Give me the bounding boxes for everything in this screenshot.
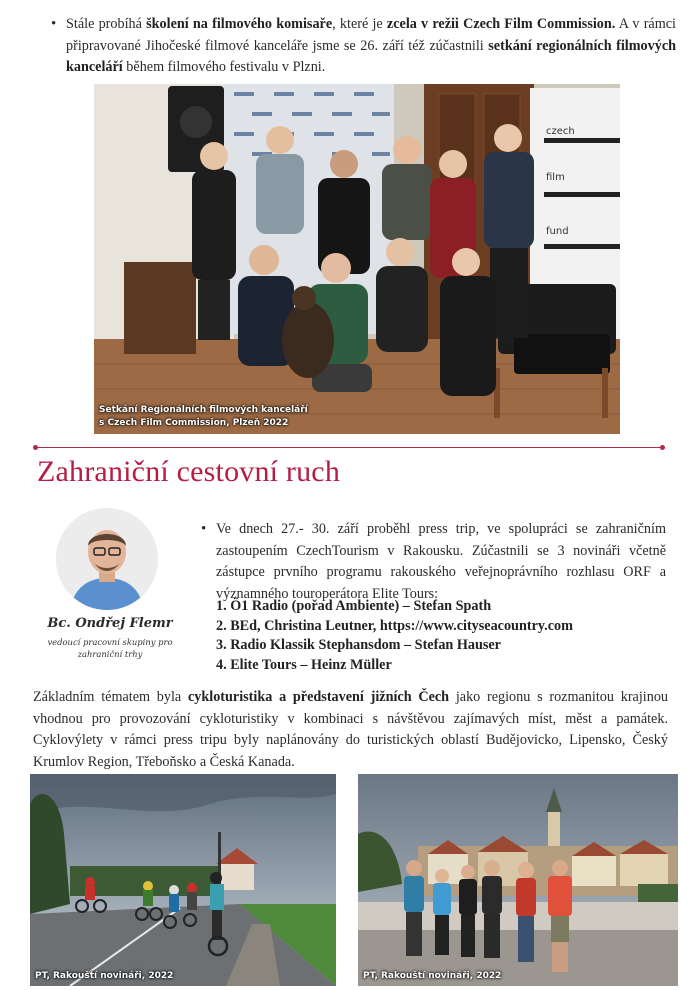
banner-word: fund <box>546 226 569 237</box>
role-line: vedoucí pracovní skupiny pro <box>47 637 173 647</box>
list-item: 3. Radio Klassik Stephansdom – Stefan Hauser <box>216 637 501 654</box>
meeting-photo-caption <box>99 404 308 430</box>
role-line: zahraniční trhy <box>77 649 143 659</box>
bold-training: školení na filmového komisaře <box>146 16 333 32</box>
list-item: 4. Elite Tours – Heinz Müller <box>216 656 392 673</box>
banner-word: film <box>546 172 565 183</box>
avatar-portrait-image <box>56 508 158 610</box>
text-run: jako regionu s rozmanitou krajinou vhodnou pro provozování cykloturistiky v kombinaci s návštěvou zajímavých míst, měst a památek. Cyklovýlety v rámci press tripu byly naplánovány do turistických oblastí Budějovicko, Lipensko, Český Krumlov Region, Třeboňsko a Česká Kanada. <box>33 689 669 770</box>
intro-bullet-paragraph <box>46 14 676 79</box>
group-photo <box>358 774 678 986</box>
profile-role <box>40 636 180 660</box>
meeting-photo-image <box>94 84 620 434</box>
bold-regional-film-offices: setkání regionálních filmových kanceláří <box>66 37 677 75</box>
cyclists-photo-caption: PT, Rakouští novináři, 2022 <box>35 971 174 981</box>
list-item: 2. BEd, Christina Leutner, https://www.cityseacountry.com <box>216 617 573 634</box>
avatar <box>56 508 158 610</box>
section-title: Zahraniční cestovní ruch <box>37 455 341 488</box>
text-run: , které je <box>332 16 387 32</box>
text-run: A v rámci připravované Jihočeské filmové kanceláře jsme se 26. září též zúčastnili <box>66 16 676 54</box>
press-trip-bullet-paragraph: • Ve dnech 27.- 30. září proběhl press trip, ve spolupráci se zahraničním zastoupením CzechTourism v Rakousku. Zúčastnili se 3 novináři včetně zástupce prvního programu rakouského veřejnoprávního rozhlasu ORF a významného touroperátora Elite Tours: <box>198 519 666 605</box>
bold-cycling-topic: cykloturistika a představení jižních Čech <box>187 689 450 705</box>
bold-czech-film-commission: zcela v režii Czech Film Commission. <box>386 16 616 32</box>
cyclists-photo <box>30 774 336 986</box>
journalist-list <box>216 597 573 675</box>
section-divider <box>36 447 662 448</box>
cyclists-photo-image <box>30 774 336 986</box>
profile-name: Bc. Ondřej Flemr <box>47 616 173 631</box>
text-run: Základním tématem byla <box>33 689 188 705</box>
list-item: 1. Ö1 Radio (pořad Ambiente) – Stefan Spath <box>216 598 492 614</box>
caption-line: s Czech Film Commission, Plzeň 2022 <box>99 418 289 428</box>
themes-paragraph <box>33 687 668 773</box>
banner-word: czech <box>546 126 575 137</box>
text-run: Stále probíhá <box>66 16 147 32</box>
group-photo-caption: PT, Rakouští novináři, 2022 <box>363 971 502 981</box>
meeting-photo <box>94 84 620 434</box>
group-photo-image <box>358 774 678 986</box>
text-run: během filmového festivalu v Plzni. <box>122 59 326 75</box>
caption-line: Setkání Regionálních filmových kanceláří <box>99 405 308 415</box>
